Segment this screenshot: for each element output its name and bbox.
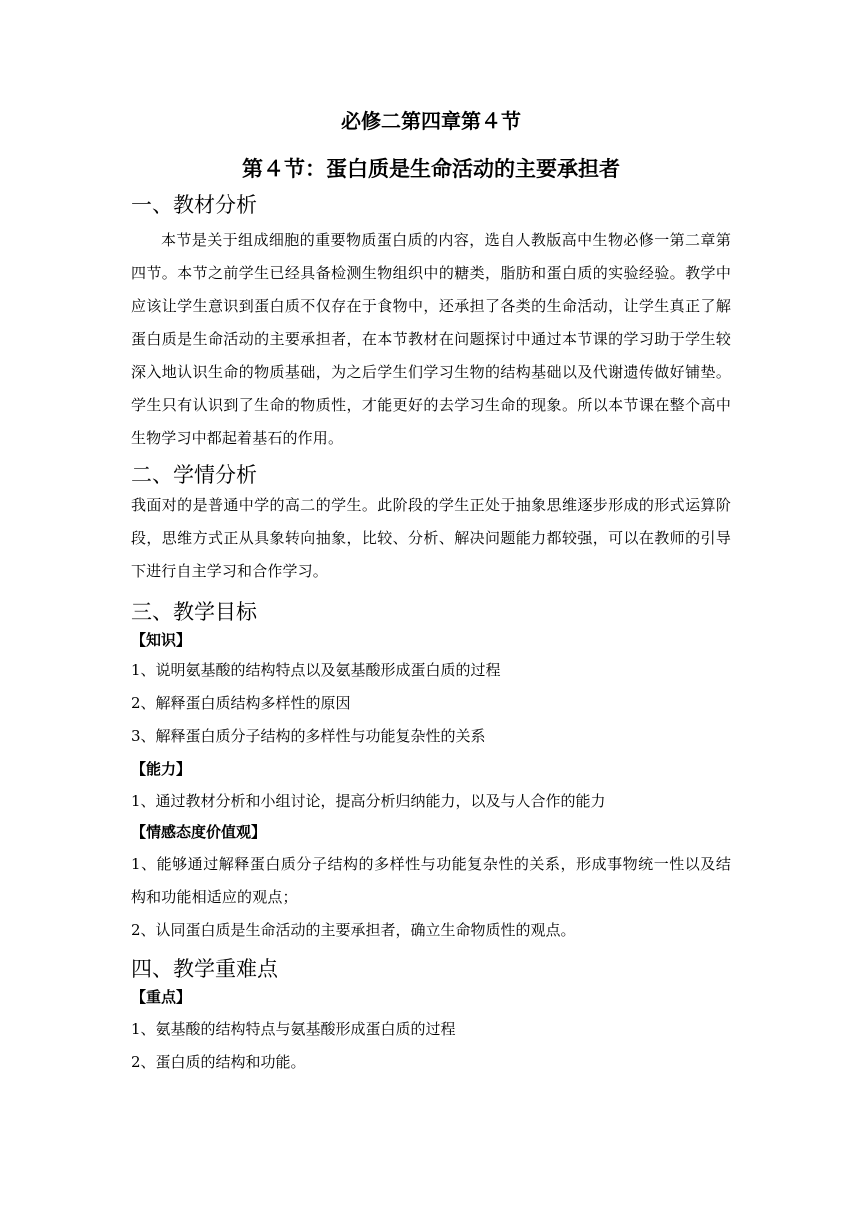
lesson-title: 第４节：蛋白质是生命活动的主要承担者 — [242, 157, 620, 181]
key-points-list — [131, 1013, 731, 1079]
document-title: 必修二第四章第４节 — [341, 109, 521, 133]
learner-analysis-paragraph: 我面对的是普通中学的高二的学生。此阶段的学生正处于抽象思维逐步形成的形式运算阶段，思维方式正从具象转向抽象，比较、分析、解决问题能力都较强，可以在教师的引导下进行自主学习和合作学习。 — [131, 496, 731, 580]
ability-list — [131, 785, 731, 818]
emotion-label: 【情感态度价值观】 — [131, 823, 267, 841]
section-heading-teaching-goals: 三、教学目标 — [131, 600, 257, 624]
list-item: 1、通过教材分析和小组讨论，提高分析归纳能力，以及与人合作的能力 — [131, 792, 606, 810]
section-heading-learner-analysis: 二、学情分析 — [131, 463, 257, 487]
list-item: 2、解释蛋白质结构多样性的原因 — [131, 694, 351, 712]
list-item: 2、蛋白质的结构和功能。 — [131, 1053, 306, 1071]
emotion-list — [131, 848, 731, 947]
section-heading-key-difficult-points: 四、教学重难点 — [131, 957, 278, 981]
list-item: 1、氨基酸的结构特点与氨基酸形成蛋白质的过程 — [131, 1020, 456, 1038]
list-item: 1、能够通过解释蛋白质分子结构的多样性与功能复杂性的关系，形成事物统一性以及结构和功能相适应的观点； — [131, 855, 731, 906]
knowledge-label: 【知识】 — [131, 631, 192, 649]
document-page — [131, 0, 731, 1079]
list-item: 1、说明氨基酸的结构特点以及氨基酸形成蛋白质的过程 — [131, 661, 501, 679]
list-item: 3、解释蛋白质分子结构的多样性与功能复杂性的关系 — [131, 727, 486, 745]
textbook-analysis-paragraph: 本节是关于组成细胞的重要物质蛋白质的内容，选自人教版高中生物必修一第二章第四节。本节之前学生已经具备检测生物组织中的糖类，脂肪和蛋白质的实验经验。教学中应该让学生意识到蛋白质不仅存在于食物中，还承担了各类的生命活动，让学生真正了解蛋白质是生命活动的主要承担者，在本节教材在问题探讨中通过本节课的学习助于学生较深入地认识生命的物质基础，为之后学生们学习生物的结构基础以及代谢遗传做好铺垫。学生只有认识到了生命的物质性，才能更好的去学习生命的现象。所以本节课在整个高中生物学习中都起着基石的作用。 — [131, 231, 731, 447]
key-points-label: 【重点】 — [131, 988, 192, 1006]
ability-label: 【能力】 — [131, 760, 192, 778]
list-item: 2、认同蛋白质是生命活动的主要承担者，确立生命物质性的观点。 — [131, 921, 576, 939]
section-heading-textbook-analysis: 一、教材分析 — [131, 193, 257, 217]
knowledge-list — [131, 654, 731, 753]
